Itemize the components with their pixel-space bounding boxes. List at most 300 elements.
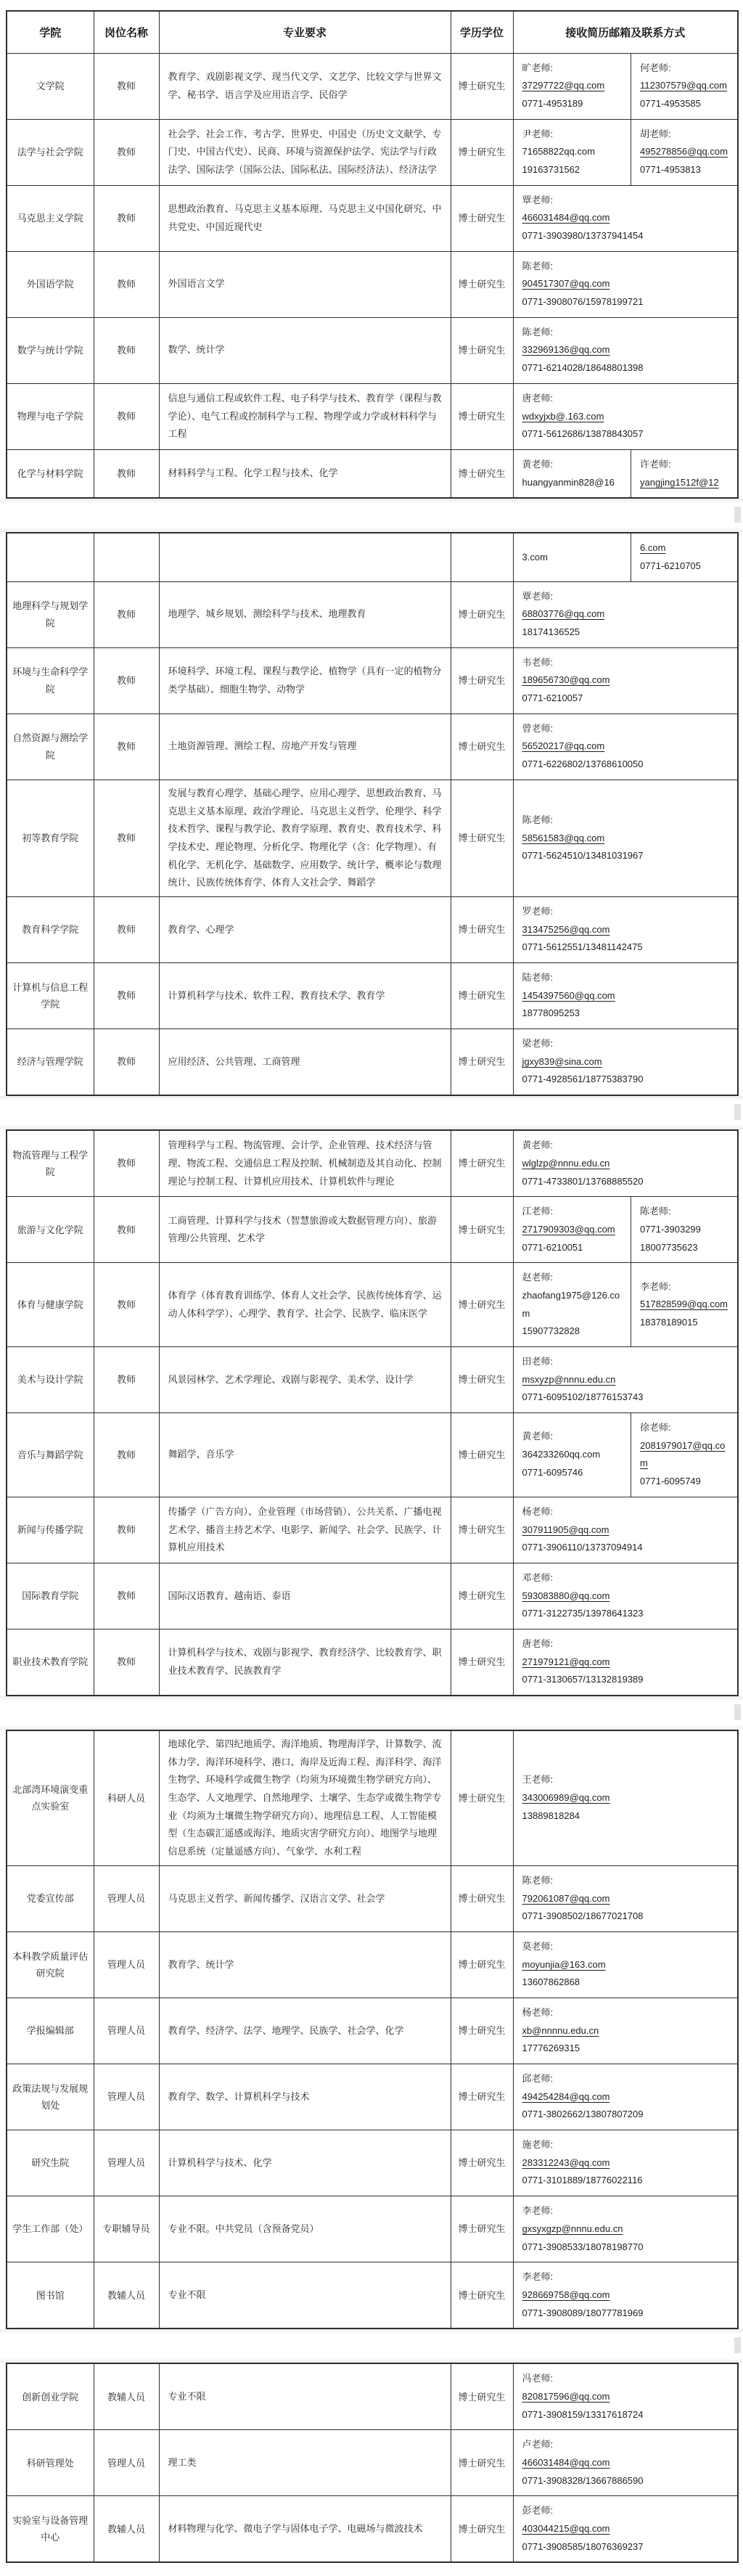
- contact-cell-group: [513, 963, 738, 1029]
- majors-cell: 传播学（广告方向）、企业管理（市场营销）、公共关系、广播电视艺术学、播音主持艺术学、电影学、新闻学、社会学、民族学、计算机应用技术: [159, 1497, 451, 1563]
- contact-columns: [514, 54, 738, 119]
- position-cell: 教师: [94, 581, 159, 647]
- contact-line: 0771-6210051: [522, 1241, 583, 1253]
- college-cell: 图书馆: [7, 2262, 94, 2329]
- contact-block: [514, 1765, 738, 1831]
- contact-block: [514, 2196, 738, 2262]
- degree-cell: 博士研究生: [451, 1130, 513, 1197]
- contact-line: 覃老师:: [522, 590, 554, 602]
- contact-cell-group: [513, 2262, 738, 2329]
- contact-line: 0771-3906110/13737094914: [522, 1542, 643, 1553]
- contact-cell-group: [513, 780, 738, 896]
- column-header-4: 接收简历邮箱及联系方式: [513, 11, 738, 53]
- table-row: [7, 780, 738, 896]
- degree-cell: 博士研究生: [451, 2496, 513, 2563]
- degree-cell: 博士研究生: [451, 1563, 513, 1629]
- contact-block: [514, 533, 631, 581]
- position-cell: 教师: [94, 317, 159, 383]
- contact-columns: [514, 1263, 738, 1346]
- recruitment-table-segment: [6, 532, 739, 1096]
- degree-cell: 博士研究生: [451, 2064, 513, 2130]
- contact-block: [631, 533, 737, 581]
- contact-email-link[interactable]: 313475256@qq.com: [522, 923, 610, 935]
- table-row: [7, 185, 738, 251]
- contact-columns: [514, 806, 738, 871]
- contact-email-link[interactable]: 904517307@qq.com: [522, 278, 610, 290]
- contact-email-link[interactable]: 6.com: [640, 542, 666, 554]
- table-row: [7, 896, 738, 962]
- majors-cell: 体育学（体育教育训练学、体育人文社会学、民族传统体育学、运动人体科学学）、心理学、教育学、社会学、民族学、临床医学: [159, 1263, 451, 1347]
- contact-line: 胡老师:: [640, 128, 671, 139]
- contact-line: 0771-5612686/13878843057: [522, 428, 644, 440]
- contact-email-link[interactable]: 68803776@qq.com: [522, 608, 605, 620]
- contact-line: 李老师:: [640, 1280, 671, 1292]
- table-row: [7, 533, 738, 581]
- majors-cell: 理工类: [159, 2430, 451, 2496]
- position-cell: 教师: [94, 896, 159, 962]
- contact-columns: [514, 1197, 738, 1262]
- degree-cell: 博士研究生: [451, 780, 513, 896]
- position-cell: 教师: [94, 1347, 159, 1413]
- contact-block: [514, 1497, 738, 1563]
- college-cell: 科研管理处: [7, 2430, 94, 2496]
- majors-cell: 国际汉语教育、越南语、泰语: [159, 1563, 451, 1629]
- contact-line: 唐老师:: [522, 1637, 554, 1649]
- contact-email-link[interactable]: 494254284@qq.com: [522, 2090, 610, 2102]
- contact-block: [514, 1413, 631, 1497]
- degree-cell: [451, 533, 513, 581]
- contact-line: 莫老师:: [522, 1940, 554, 1952]
- contact-columns: [514, 318, 738, 383]
- majors-cell: 计算机科学与技术、软件工程、教育技术学、教育学: [159, 963, 451, 1029]
- table-row: [7, 713, 738, 780]
- contact-line: 徐老师:: [640, 1422, 671, 1434]
- degree-cell: 博士研究生: [451, 449, 513, 498]
- contact-columns: [514, 1413, 738, 1497]
- table-row: [7, 383, 738, 449]
- college-cell: 法学与社会学院: [7, 119, 94, 185]
- contact-email-link[interactable]: 271979121@qq.com: [522, 1656, 610, 1667]
- table-row: [7, 119, 738, 185]
- position-cell: 专职辅导员: [94, 2196, 159, 2262]
- majors-cell: 舞蹈学、音乐学: [159, 1413, 451, 1497]
- table-row: [7, 2064, 738, 2130]
- contact-block: [514, 318, 738, 383]
- contact-line: 覃老师:: [522, 194, 554, 205]
- contact-block: [514, 1630, 738, 1695]
- contact-email-link[interactable]: 2081979017@qq.com: [640, 1439, 726, 1469]
- column-header-0: 学院: [7, 11, 94, 53]
- college-cell: 旅游与文化学院: [7, 1197, 94, 1263]
- position-cell: 教师: [94, 1497, 159, 1563]
- contact-block: [514, 1347, 738, 1412]
- contact-columns: [514, 1998, 738, 2064]
- contact-email-link[interactable]: moyunjia@163.com: [522, 1958, 606, 1970]
- contact-email-link[interactable]: 56520217@qq.com: [522, 740, 605, 752]
- college-cell: 计算机与信息工程学院: [7, 963, 94, 1029]
- contact-line: 邓老师:: [522, 1571, 554, 1583]
- contact-line: 0771-6095102/18776153743: [522, 1391, 644, 1403]
- contact-line: 0771-3908585/18076369237: [522, 2540, 644, 2552]
- college-cell: 北部湾环境演变重点实验室: [7, 1730, 94, 1865]
- position-cell: 教师: [94, 780, 159, 896]
- contact-columns: [514, 1866, 738, 1931]
- contact-line: 18778095253: [522, 1007, 580, 1019]
- contact-block: [631, 450, 737, 497]
- contact-line: 0771-3122735/13978641323: [522, 1608, 644, 1619]
- contact-line: 0771-5612551/13481142475: [522, 941, 643, 953]
- contact-email-link[interactable]: wlglzp@nnnu.edu.cn: [522, 1157, 610, 1169]
- contact-cell-group: [513, 251, 738, 317]
- majors-cell: 土地资源管理、测绘工程、房地产开发与管理: [159, 713, 451, 780]
- table-row: [7, 2430, 738, 2496]
- column-header-2: 专业要求: [159, 11, 451, 53]
- column-header-1: 岗位名称: [94, 11, 159, 53]
- contact-block: [514, 1029, 738, 1095]
- contact-line: 杨老师:: [522, 1505, 554, 1517]
- contact-email-link[interactable]: wdxyjxb@.163.com: [522, 410, 604, 422]
- contact-email-link[interactable]: 112307579@qq.com: [640, 80, 727, 91]
- position-cell: 管理人员: [94, 1865, 159, 1931]
- position-cell: 科研人员: [94, 1730, 159, 1865]
- table-row: [7, 53, 738, 119]
- position-cell: 教辅人员: [94, 2496, 159, 2563]
- contact-line: 18174136525: [522, 626, 580, 637]
- college-cell: 职业技术教育学院: [7, 1629, 94, 1696]
- contact-cell-group: [513, 317, 738, 383]
- contact-line: 陆老师:: [522, 972, 554, 983]
- degree-cell: 博士研究生: [451, 1197, 513, 1263]
- contact-email-link[interactable]: gxsyxgzp@nnnu.edu.cn: [522, 2223, 623, 2234]
- degree-cell: 博士研究生: [451, 2262, 513, 2329]
- position-cell: 教师: [94, 647, 159, 713]
- contact-columns: [514, 252, 738, 317]
- contact-email-link[interactable]: yangjing1512f@12: [640, 476, 719, 488]
- contact-email-link[interactable]: 343006989@qq.com: [522, 1792, 610, 1804]
- college-cell: 教育科学学院: [7, 896, 94, 962]
- degree-cell: 博士研究生: [451, 896, 513, 962]
- majors-cell: 风景园林学、艺术学理论、戏剧与影视学、美术学、设计学: [159, 1347, 451, 1413]
- contact-columns: [514, 648, 738, 713]
- contact-email-link[interactable]: 307911905@qq.com: [522, 1524, 609, 1535]
- majors-cell: [159, 533, 451, 581]
- contact-email-link[interactable]: xb@nnnnu.edu.cn: [522, 2024, 599, 2036]
- majors-cell: 工商管理、计算科学与技术（智慧旅游或大数据管理方向）、旅游管理/公共管理、艺术学: [159, 1197, 451, 1263]
- contact-columns: [514, 450, 738, 497]
- degree-cell: 博士研究生: [451, 2196, 513, 2262]
- position-cell: 管理人员: [94, 2430, 159, 2496]
- table-row: [7, 1029, 738, 1096]
- table-row: [7, 2196, 738, 2262]
- contact-line: 卢老师:: [522, 2439, 554, 2450]
- degree-cell: 博士研究生: [451, 1029, 513, 1096]
- position-cell: 教辅人员: [94, 2363, 159, 2430]
- position-cell: 教师: [94, 1263, 159, 1347]
- contact-cell-group: [513, 2196, 738, 2262]
- contact-line: 364233260qq.com: [522, 1449, 601, 1460]
- contact-email-link[interactable]: 403044215@qq.com: [522, 2523, 610, 2535]
- majors-cell: 环境科学、环境工程、课程与教学论、植物学（具有一定的植物分类学基础）、细胞生物学、动物学: [159, 647, 451, 713]
- contact-block: [514, 582, 738, 647]
- contact-columns: [514, 2364, 738, 2429]
- contact-block: [631, 120, 737, 185]
- table-row: [7, 647, 738, 713]
- contact-line: 江老师:: [522, 1206, 554, 1217]
- contact-block: [514, 450, 631, 497]
- degree-cell: 博士研究生: [451, 185, 513, 251]
- contact-cell-group: [513, 1730, 738, 1865]
- contact-line: 0771-6210705: [640, 560, 701, 571]
- contact-cell-group: [513, 1130, 738, 1197]
- contact-cell-group: [513, 1029, 738, 1096]
- contact-cell-group: [513, 1563, 738, 1629]
- contact-line: 尹老师:: [522, 128, 554, 139]
- contact-line: 邱老师:: [522, 2073, 554, 2084]
- contact-email-link[interactable]: 283312243@qq.com: [522, 2156, 610, 2168]
- contact-columns: [514, 1765, 738, 1831]
- contact-email-link[interactable]: 332969136@qq.com: [522, 344, 610, 356]
- majors-cell: 教育学、心理学: [159, 896, 451, 962]
- recruitment-table-segment: [6, 1129, 739, 1696]
- contact-line: 0771-3908328/13667886590: [522, 2474, 644, 2486]
- contact-columns: [514, 1630, 738, 1695]
- majors-cell: 教育学、数学、计算机科学与技术: [159, 2064, 451, 2130]
- contact-block: [514, 648, 738, 713]
- contact-line: 旷老师:: [522, 62, 554, 73]
- contact-line: huangyanmin828@16: [522, 476, 615, 488]
- position-cell: 教师: [94, 119, 159, 185]
- contact-cell-group: [513, 713, 738, 780]
- contact-columns: [514, 384, 738, 449]
- contact-line: 0771-3908533/18078198770: [522, 2241, 644, 2252]
- contact-line: 赵老师:: [522, 1272, 554, 1283]
- degree-cell: 博士研究生: [451, 963, 513, 1029]
- college-cell: 新闻与传播学院: [7, 1497, 94, 1563]
- college-cell: 实验室与设备管理中心: [7, 2496, 94, 2563]
- majors-cell: 教育学、经济学、法学、地理学、民族学、社会学、化学: [159, 1998, 451, 2064]
- college-cell: 外国语学院: [7, 251, 94, 317]
- contact-line: 韦老师:: [522, 656, 554, 668]
- college-cell: 研究生院: [7, 2130, 94, 2196]
- majors-cell: 计算机科学与技术、化学: [159, 2130, 451, 2196]
- majors-cell: 专业不限。中共党员（含预备党员）: [159, 2196, 451, 2262]
- college-cell: 物理与电子学院: [7, 383, 94, 449]
- contact-block: [514, 1197, 631, 1262]
- position-cell: 教师: [94, 1563, 159, 1629]
- contact-cell-group: [513, 1263, 738, 1347]
- contact-cell-group: [513, 383, 738, 449]
- contact-line: 3.com: [522, 551, 548, 563]
- contact-cell-group: [513, 1497, 738, 1563]
- contact-columns: [514, 2430, 738, 2495]
- contact-line: 黄老师:: [522, 458, 554, 470]
- table-row: [7, 1497, 738, 1563]
- contact-block: [514, 2064, 738, 2130]
- contact-line: 15907732828: [522, 1325, 580, 1337]
- page-break-gap: [0, 1096, 743, 1129]
- contact-line: 0771-4733801/13768885520: [522, 1175, 644, 1187]
- contact-email-link[interactable]: 820817596@qq.com: [522, 2390, 610, 2402]
- contact-block: [514, 714, 738, 780]
- college-cell: 国际教育学院: [7, 1563, 94, 1629]
- position-cell: 教辅人员: [94, 2262, 159, 2329]
- majors-cell: 地理学、城乡规划、测绘科学与技术、地理教育: [159, 581, 451, 647]
- contact-email-link[interactable]: 2717909303@qq.com: [522, 1223, 615, 1235]
- position-cell: 管理人员: [94, 2064, 159, 2130]
- contact-line: 陈老师:: [640, 1206, 671, 1217]
- recruitment-table-segment: [6, 2363, 739, 2563]
- contact-cell-group: [513, 533, 738, 581]
- majors-cell: 发展与教育心理学、基础心理学、应用心理学、思想政治教育、马克思主义基本原理、政治学理论、马克思主义哲学、伦理学、科学技术哲学、课程与教学论、教育学原理、教育史、教育技术学、科学技术史、理论物理、分析化学、物理化学（含：化学物理）、有机化学、无机化学、基础数学、应用数学、统计学、概率论与数理统计、民族传统体育学、体育人文社会学、舞蹈学: [159, 780, 451, 896]
- contact-cell-group: [513, 1629, 738, 1696]
- contact-line: 罗老师:: [522, 905, 554, 917]
- table-row: [7, 1730, 738, 1865]
- contact-line: 0771-4928561/18775383790: [522, 1074, 644, 1085]
- contact-email-link[interactable]: 58561583@qq.com: [522, 832, 605, 843]
- table-row: [7, 1931, 738, 1998]
- contact-line: 陈老师:: [522, 260, 554, 271]
- contact-line: 0771-6226802/13768610050: [522, 759, 644, 770]
- college-cell: 地理科学与规划学院: [7, 581, 94, 647]
- contact-cell-group: [513, 1347, 738, 1413]
- degree-cell: 博士研究生: [451, 317, 513, 383]
- college-cell: 党委宣传部: [7, 1865, 94, 1931]
- contact-line: 0771-3903980/13737941454: [522, 230, 644, 241]
- contact-block: [514, 1866, 738, 1931]
- contact-email-link[interactable]: 792061087@qq.com: [522, 1892, 610, 1904]
- contact-line: 彭老师:: [522, 2505, 554, 2516]
- contact-line: 71658822qq.com: [522, 146, 595, 158]
- contact-email-link[interactable]: 466031484@qq.com: [522, 212, 610, 224]
- contact-cell-group: [513, 2064, 738, 2130]
- contact-line: 0771-3908076/15978199721: [522, 296, 644, 308]
- contact-columns: [514, 1497, 738, 1563]
- contact-columns: [514, 2196, 738, 2262]
- table-row: [7, 2363, 738, 2430]
- contact-columns: [514, 714, 738, 780]
- majors-cell: 思想政治教育、马克思主义基本原理、马克思主义中国化研究、中共党史、中国近现代史: [159, 185, 451, 251]
- contact-block: [514, 1932, 738, 1998]
- position-cell: 教师: [94, 251, 159, 317]
- recruitment-table-segment: [6, 10, 739, 499]
- degree-cell: 博士研究生: [451, 2363, 513, 2430]
- contact-line: 王老师:: [522, 1774, 554, 1786]
- table-row: [7, 963, 738, 1029]
- contact-email-link[interactable]: 1454397560@qq.com: [522, 989, 615, 1001]
- degree-cell: 博士研究生: [451, 1263, 513, 1347]
- degree-cell: 博士研究生: [451, 2130, 513, 2196]
- contact-cell-group: [513, 1413, 738, 1497]
- contact-columns: [514, 1029, 738, 1095]
- degree-cell: 博士研究生: [451, 1998, 513, 2064]
- position-cell: 教师: [94, 1413, 159, 1497]
- table-row: [7, 1130, 738, 1197]
- contact-columns: [514, 1131, 738, 1196]
- contact-columns: [514, 963, 738, 1029]
- college-cell: 学生工作部（处）: [7, 2196, 94, 2262]
- degree-cell: 博士研究生: [451, 1865, 513, 1931]
- college-cell: 环境与生命科学学院: [7, 647, 94, 713]
- contact-email-link[interactable]: jgxy839@sina.com: [522, 1055, 602, 1067]
- contact-columns: [514, 2064, 738, 2130]
- contact-email-link[interactable]: 593083880@qq.com: [522, 1590, 610, 1601]
- contact-columns: [514, 120, 738, 185]
- column-header-3: 学历学位: [451, 11, 513, 53]
- contact-email-link[interactable]: 466031484@qq.com: [522, 2457, 610, 2468]
- table-row: [7, 1998, 738, 2064]
- college-cell: 政策法规与发展规划处: [7, 2064, 94, 2130]
- contact-line: 0771-5624510/13481031967: [522, 850, 644, 862]
- position-cell: 教师: [94, 963, 159, 1029]
- majors-cell: 外国语言文学: [159, 251, 451, 317]
- contact-email-link[interactable]: 928669758@qq.com: [522, 2289, 610, 2300]
- contact-line: 施老师:: [522, 2139, 554, 2151]
- majors-cell: 应用经济、公共管理、工商管理: [159, 1029, 451, 1096]
- contact-line: 陈老师:: [522, 814, 554, 825]
- degree-cell: 博士研究生: [451, 1347, 513, 1413]
- contact-line: 唐老师:: [522, 392, 554, 404]
- contact-line: 0771-6210057: [522, 692, 583, 704]
- contact-email-link[interactable]: 495278856@qq.com: [640, 146, 728, 158]
- contact-email-link[interactable]: msxyzp@nnnu.edu.cn: [522, 1373, 616, 1385]
- contact-cell-group: [513, 185, 738, 251]
- position-cell: 教师: [94, 1029, 159, 1096]
- contact-line: 曾老师:: [522, 722, 554, 734]
- contact-line: 冯老师:: [522, 2373, 554, 2384]
- contact-line: 19163731562: [522, 163, 580, 175]
- contact-columns: [514, 533, 738, 581]
- contact-block: [514, 186, 738, 251]
- majors-cell: 专业不限: [159, 2262, 451, 2329]
- contact-line: 0771-3908502/18677021708: [522, 1910, 644, 1922]
- contact-block: [514, 384, 738, 449]
- degree-cell: 博士研究生: [451, 2430, 513, 2496]
- college-cell: 数学与统计学院: [7, 317, 94, 383]
- position-cell: 教师: [94, 1197, 159, 1263]
- contact-block: [514, 806, 738, 871]
- majors-cell: 地球化学、第四纪地质学、海洋地质、物理海洋学、计算数学、流体力学、海洋环境科学、港口、海岸及近海工程、海洋科学、海洋生物学、环境科学或微生物学（均须为环境微生物学研究方向）、生态学、人文地理学、自然地理学、土壤学、生态学或微生物学专业（均须为土壤微生物学研究方向）、地理信息工程、人工智能模型（生态碳汇遥感或海洋、地质灾害学研究方向）、地图学与地理信息系统（定量遥感方向）、气象学、水利工程: [159, 1730, 451, 1865]
- contact-block: [514, 2496, 738, 2561]
- contact-email-link[interactable]: 517828599@qq.com: [640, 1299, 728, 1310]
- contact-line: 0771-4953189: [522, 97, 583, 109]
- contact-cell-group: [513, 581, 738, 647]
- degree-cell: 博士研究生: [451, 119, 513, 185]
- recruitment-table-segment: [6, 1730, 739, 2329]
- contact-line: zhaofang1975@126.com: [522, 1289, 620, 1319]
- degree-cell: 博士研究生: [451, 1413, 513, 1497]
- contact-email-link[interactable]: 37297722@qq.com: [522, 80, 605, 91]
- majors-cell: 计算机科学与技术、戏剧与影视学、教育经济学、比较教育学、职业技术教育学、民族教育学: [159, 1629, 451, 1696]
- majors-cell: 材料科学与工程、化学工程与技术、化学: [159, 449, 451, 498]
- contact-block: [631, 54, 737, 119]
- contact-cell-group: [513, 53, 738, 119]
- table-row: [7, 1563, 738, 1629]
- table-row: [7, 2262, 738, 2329]
- contact-line: 梁老师:: [522, 1038, 554, 1050]
- degree-cell: 博士研究生: [451, 383, 513, 449]
- contact-line: 许老师:: [640, 458, 671, 470]
- table-row: [7, 449, 738, 498]
- position-cell: 管理人员: [94, 1931, 159, 1998]
- contact-email-link[interactable]: 189656730@qq.com: [522, 674, 610, 686]
- degree-cell: 博士研究生: [451, 53, 513, 119]
- majors-cell: 材料物理与化学、微电子学与固体电子学、电磁场与微波技术: [159, 2496, 451, 2563]
- majors-cell: 教育学、戏剧影视文学、现当代文学、文艺学、比较文学与世界文学、秘书学、语言学及应用语言学、民俗学: [159, 53, 451, 119]
- majors-cell: 专业不限: [159, 2363, 451, 2430]
- table-row: [7, 1413, 738, 1497]
- position-cell: [94, 533, 159, 581]
- degree-cell: 博士研究生: [451, 647, 513, 713]
